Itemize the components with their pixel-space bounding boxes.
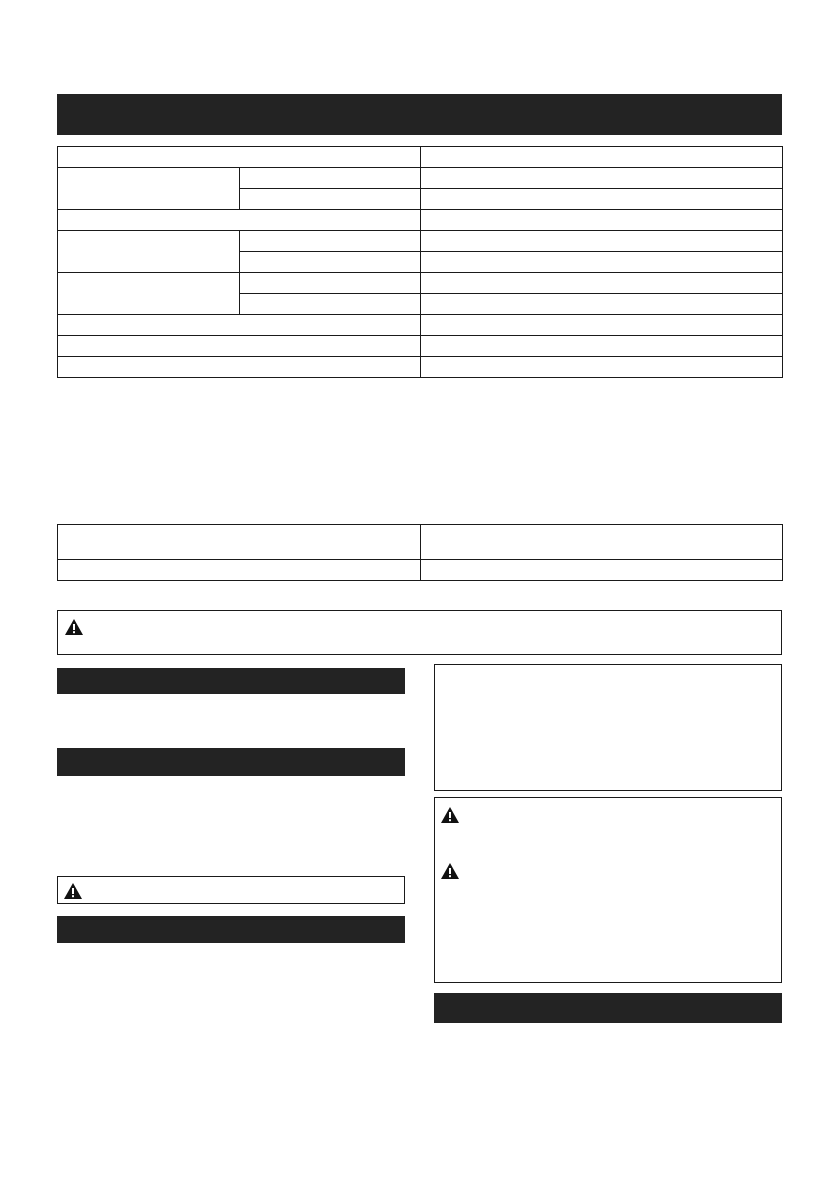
table-cell-label bbox=[58, 315, 421, 336]
section-heading-2 bbox=[57, 748, 405, 776]
vibration-table bbox=[57, 524, 783, 581]
table-row bbox=[58, 147, 783, 168]
table-cell-value bbox=[421, 210, 783, 231]
warning-triangle-icon bbox=[63, 882, 83, 900]
header-banner bbox=[57, 94, 782, 135]
caution-box bbox=[57, 876, 405, 904]
table-cell-sublabel bbox=[240, 231, 421, 252]
warning-box bbox=[434, 797, 782, 983]
table-cell-value bbox=[421, 168, 783, 189]
notice-box bbox=[434, 664, 782, 791]
table-cell-sublabel bbox=[240, 294, 421, 315]
table-row bbox=[58, 336, 783, 357]
table-cell-value bbox=[421, 357, 783, 378]
section-heading-3 bbox=[57, 916, 405, 943]
specifications-table bbox=[57, 146, 783, 378]
table-cell-value bbox=[421, 560, 783, 581]
table-cell-value bbox=[421, 336, 783, 357]
table-cell-sublabel bbox=[240, 252, 421, 273]
table-cell-sublabel bbox=[240, 273, 421, 294]
warning-banner bbox=[57, 610, 782, 655]
table-row bbox=[58, 210, 783, 231]
table-cell-value bbox=[421, 294, 783, 315]
table-row bbox=[58, 357, 783, 378]
table-cell-label bbox=[58, 168, 240, 210]
warning-triangle-icon bbox=[440, 862, 460, 880]
table-cell-label bbox=[58, 273, 240, 315]
table-cell-sublabel bbox=[240, 189, 421, 210]
table-row bbox=[58, 315, 783, 336]
table-cell-label bbox=[58, 560, 421, 581]
warning-triangle-icon bbox=[440, 806, 460, 824]
table-cell-label bbox=[58, 336, 421, 357]
table-cell-value bbox=[421, 525, 783, 560]
table-row bbox=[58, 273, 783, 294]
table-cell-value bbox=[421, 189, 783, 210]
table-cell-label bbox=[58, 147, 421, 168]
table-cell-label bbox=[58, 525, 421, 560]
table-row bbox=[58, 168, 783, 189]
table-cell-value bbox=[421, 273, 783, 294]
table-cell-sublabel bbox=[240, 168, 421, 189]
table-cell-value bbox=[421, 315, 783, 336]
table-cell-label bbox=[58, 231, 240, 273]
table-row bbox=[58, 525, 783, 560]
table-cell-value bbox=[421, 231, 783, 252]
table-cell-label bbox=[58, 210, 421, 231]
table-row bbox=[58, 560, 783, 581]
warning-triangle-icon bbox=[64, 618, 84, 636]
section-heading-1 bbox=[57, 668, 405, 694]
table-row bbox=[58, 231, 783, 252]
table-cell-value bbox=[421, 147, 783, 168]
section-heading-4 bbox=[434, 993, 782, 1023]
table-cell-label bbox=[58, 357, 421, 378]
table-cell-value bbox=[421, 252, 783, 273]
